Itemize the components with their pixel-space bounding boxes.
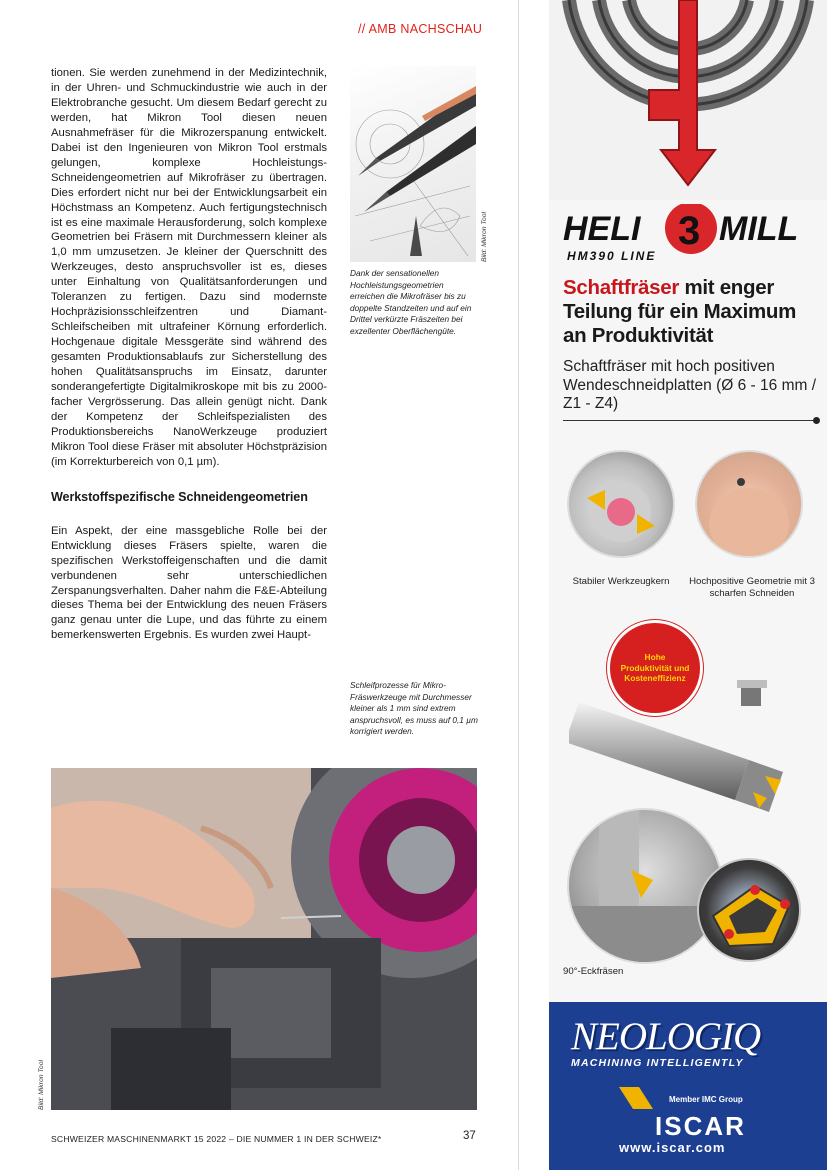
ad-subline: Schaftfräser mit hoch positiven Wendeschneidplatten (Ø 6 - 16 mm / Z1 - Z4) [563,358,817,412]
neologiq-logo: NEOLOGIQ [571,1015,761,1058]
svg-text:3: 3 [678,209,701,253]
imc-member-text: Member IMC Group [669,1095,743,1104]
corner-milling-image [567,808,723,964]
productivity-badge: Hohe Produktivität und Kosteneffizienz [607,620,703,716]
label-geometry: Hochpositive Geometrie mit 3 scharfen Schneiden [689,576,815,599]
svg-text:MILL: MILL [719,210,799,248]
label-corner-milling: 90°-Eckfräsen [563,966,624,977]
ad-headline-red: Schaftfräser [563,276,680,299]
photo-caption: Dank der sensationellen Hochleistungsgeometrien erreichen die Mikrofräser bis zu doppelte Standzeiten und auf ein Drittel verkürzte Fräszeiten bei exzellenter Oberflächengüte. [350,268,472,336]
iscar-wordmark: ISCAR [655,1111,746,1139]
neologiq-banner [549,1002,827,1170]
article-paragraph: Ein Aspekt, der eine massgebliche Rolle bei der Entwicklung dieses Fräsers spielte, waren die spezifischen Werkstoffeigenschaften und die damit verbundenen sehr unterschiedlichen Zerspanungsverhalten. Daher nahm die F&E-Abteilung dieses Thema bei der Entwicklung des neuen Fräsers ganz genau unter die Lupe, und das führte zu einem bemerkenswerten Ergebnis. Es wurden zwei Haupt- [51,524,327,642]
end-mill-tool-image [569,680,809,830]
column-divider [518,0,519,1170]
ad-headline [563,276,823,348]
ad-headline-rest: mit enger Teilung für ein Maximum an Produktivität [563,276,797,347]
micro-mill-photo [350,66,476,262]
iscar-url[interactable]: www.iscar.com [619,1140,726,1155]
article-body [51,66,327,643]
tool-core-image [567,450,675,558]
fingertip-insert-image [695,450,803,558]
grinding-machine-illustration [51,768,477,1110]
svg-text:HM390 LINE: HM390 LINE [567,249,657,263]
photo-credit: Bild: Mikron Tool [38,1060,45,1110]
photo-caption: Schleifprozesse für Mikro-Fräswerkzeuge mit Durchmesser kleiner als 1 mm sind extrem anspruchsvoll, es muss auf 0,1 µm korrigiert werden. [350,680,478,737]
photo-credit: Bild: Mikron Tool [481,212,488,262]
heli3mill-logo [561,204,821,264]
grinding-machine-photo [51,768,477,1110]
neologiq-tagline: MACHINING INTELLIGENTLY [571,1057,744,1069]
iscar-advertisement[interactable] [549,0,827,1170]
micro-mill-illustration [350,66,476,262]
article-paragraph: tionen. Sie werden zunehmend in der Medizintechnik, in der Uhren- und Schmuckindustrie wie auch in der Elektrobranche gesucht. Um diesem Bedarf gerecht zu werden, hat Mikron Tool diesen neuen Ausnahmefräser für die Mikrozerspanung entwickelt. Dabei ist den Ingenieuren von Mikron Tool erstmals gelungen, komplexe Hochleistungs-Schneidengeometrien auf Mikrofräser zu übertragen. Dies erfordert nicht nur bei der Entwicklungsarbeit ein Höchstmass an Kompetenz. Auch fertigungstechnisch ist es eine maximale Herausforderung, solch komplexe Geometrien bei Fräsern mit Durchmessern kleiner als 1,0 mm umzusetzen. Je kleiner der Querschnitt des Werkzeuges, desto anspruchsvoller ist es, dieses unter Einhaltung von Qualitätsanforderungen und Toleranzen zu fertigen. Dazu sind modernste Hochpräzisionsschleifzentren und Diamant-Schleifscheiben mit ultrafeiner Körnung erforderlich. Hochgenaue digitale Messgeräte sind während des gesamten Produktionsablaufs zur Sicherstellung des hohen Qualitätsanspruchs im Einsatz, darunter sonderangefertigte Digitalmikroskope mit bis zu 2000-facher Vergrösserung. Das allein genügt nicht. Dank der Kompetenz der Schleifspezialisten des Produktionsbereichs NanoWerkzeuge produziert Mikron Tool diese Fräser mit absoluter Höchstpräzision (im Korrekturbereich von 0,1 µm). [51,67,327,468]
ad-rule-dot [813,417,820,424]
svg-text:HELI: HELI [563,210,641,248]
article-subheading: Werkstoffspezifische Schneidengeometrien [51,489,308,504]
page-number: 37 [463,1130,476,1142]
section-tag: // AMB NACHSCHAU [358,22,483,36]
ad-rule [563,420,817,421]
footer-publication: SCHWEIZER MASCHINENMARKT 15 2022 – DIE NUMMER 1 IN DER SCHWEIZ* [51,1134,382,1144]
maze-graphic [549,0,827,200]
insert-closeup-image [697,858,801,962]
label-tool-core: Stabiler Werkzeugkern [572,576,670,587]
